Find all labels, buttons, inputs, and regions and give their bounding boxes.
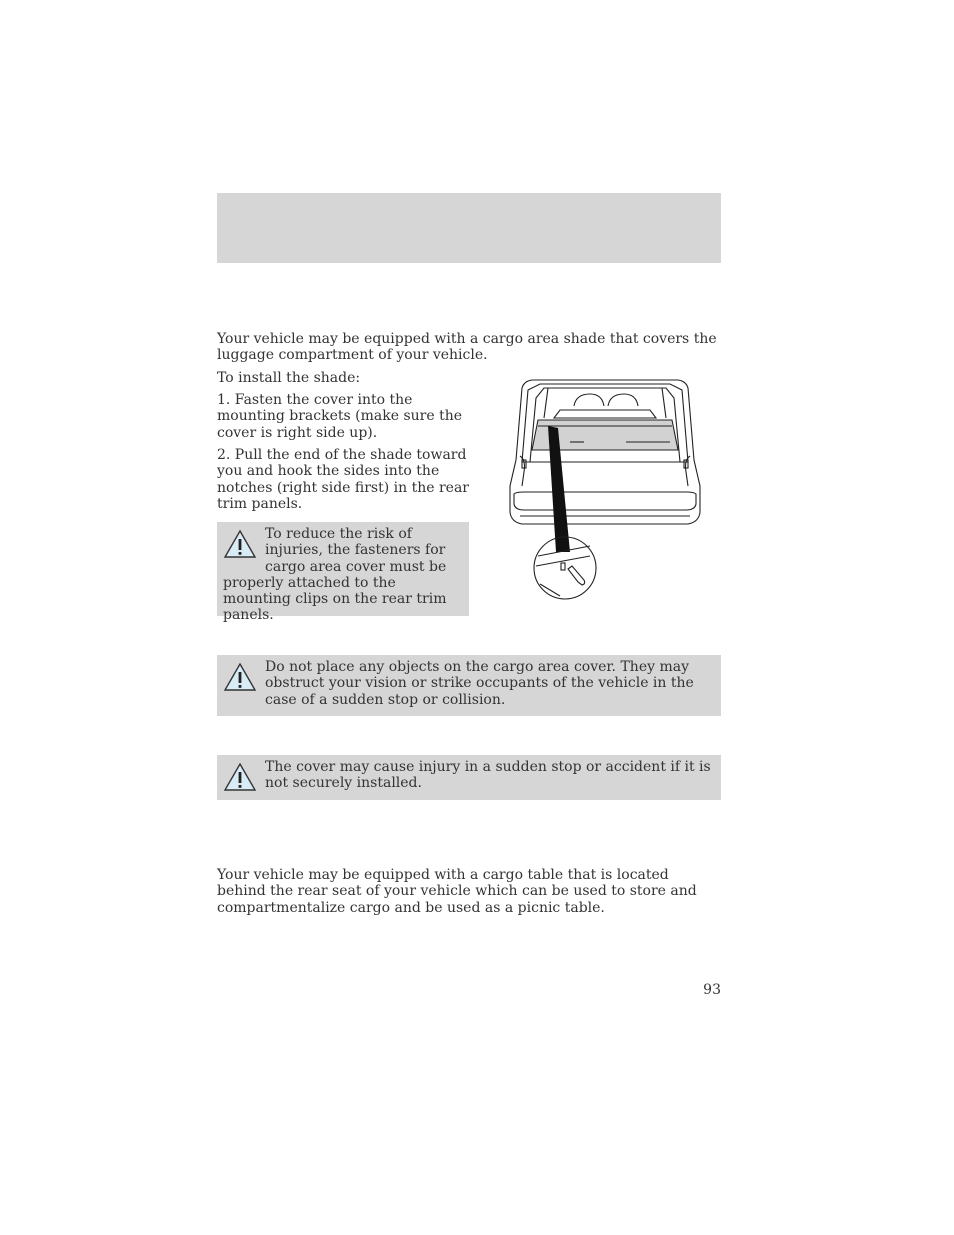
install-step-2: 2. Pull the end of the shade toward you and hook the sides into the notches (right side first) in the rear trim panels. — [217, 447, 469, 512]
install-heading: To install the shade: — [217, 370, 361, 386]
warning-box-fasteners — [217, 522, 469, 624]
shade-intro-text: Your vehicle may be equipped with a cargo area shade that covers the luggage compartment of your vehicle. — [217, 331, 717, 364]
page-number: 93 — [703, 982, 721, 998]
warning-triangle-icon — [223, 761, 257, 793]
warning-text-objects: Do not place any objects on the cargo area cover. They may obstruct your vision or strike occupants of the vehicle in the case of a sudden stop or collision. — [265, 659, 694, 708]
warning-triangle-icon — [223, 528, 257, 560]
warning-text-secure: The cover may cause injury in a sudden stop or accident if it is not securely installed. — [265, 759, 711, 792]
cargo-table-text: Your vehicle may be equipped with a cargo table that is located behind the rear seat of your vehicle which can be used to store and compartmentalize cargo and be used as a picnic table. — [217, 867, 697, 916]
section-header-band — [217, 193, 721, 263]
warning-text-fasteners: To reduce the risk of injuries, the fasteners for cargo area cover must be properly attached to the mounting clips on the rear trim panels. — [223, 526, 447, 624]
install-step-1: 1. Fasten the cover into the mounting brackets (make sure the cover is right side up). — [217, 392, 462, 441]
cargo-shade-illustration — [500, 376, 710, 606]
warning-box-secure — [217, 755, 721, 800]
warning-triangle-icon — [223, 661, 257, 693]
warning-box-objects — [217, 655, 721, 716]
